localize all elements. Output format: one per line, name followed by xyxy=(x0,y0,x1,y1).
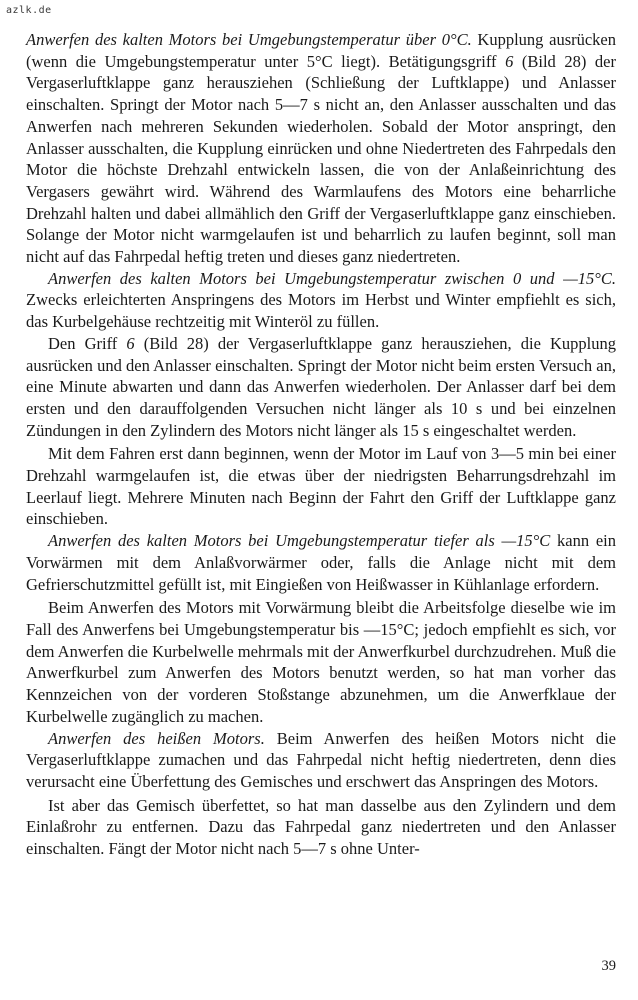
paragraph-below-minus15 xyxy=(26,530,616,595)
paragraph-text: Zwecks erleichterten Anspringens des Motors im Herbst und Winter empfiehlt es sich, das Kurbelgehäuse rechtzeitig mit Winteröl zu füllen. xyxy=(26,290,616,332)
paragraph-preheating xyxy=(26,597,616,727)
paragraph-text: kann ein Vorwärmen mit dem Anlaßvorwärmer oder, falls die Anlage nicht mit dem Gefrierschutzmittel gefüllt ist, mit Eingießen von Heißwasser in Kühlanlage erfordern. xyxy=(26,531,616,594)
paragraph-text: Ist aber das Gemisch überfettet, so hat man dasselbe aus den Zylindern und dem Einlaßrohr zu entfernen. Dazu das Fahrpedal ganz niedertreten und den Anlasser einschalten. Fängt der Motor nicht nach 5—7 s ohne Unter- xyxy=(26,795,616,859)
paragraph-text: Beim Anwerfen des Motors mit Vorwärmung bleibt die Arbeitsfolge dieselbe wie im Fall des Anwerfens bei Umgebungstemperatur bis —15°C; jedoch empfiehlt es sich, vor dem Anwerfen die Kurbelwelle mehrmals mit der Anwerfkurbel durchzudrehen. Muß die Anwerfkurbel zum Anwerfen des Motors benutzt werden, so hat man vorher das Kennzeichen von der vorderen Stoßstange abzunehmen, um die Anwerfklaue der Kurbelwelle zugänglich zu machen. xyxy=(26,598,616,726)
paragraph-between-zero-minus15 xyxy=(26,268,616,333)
paragraph-start-driving xyxy=(26,443,616,530)
paragraph-text: Den Griff xyxy=(48,333,127,353)
watermark-text: azlk.de xyxy=(6,5,52,16)
section-heading-above-zero: Anwerfen des kalten Motors bei Umgebungstemperatur über 0°C. xyxy=(26,30,472,49)
paragraph-text: Beim Anwerfen des heißen Motors nicht die Vergaserluftklappe zumachen und das Fahrpedal nicht heftig niedertreten, denn dies verursacht eine Überfettung des Gemisches und erschwert das Anspringen des Motors. xyxy=(26,728,616,791)
page-number: 39 xyxy=(601,958,616,974)
paragraph-grip-instructions xyxy=(26,333,616,442)
section-heading-below-minus15: Anwerfen des kalten Motors bei Umgebungstemperatur tiefer als —15°C xyxy=(48,531,551,551)
document-page-body xyxy=(26,29,616,860)
paragraph-text: (Bild 28) der Vergaserluftklappe ganz herausziehen (Schließung der Luftklappe) und Anlasser einschalten. Springt der Motor nach 5—7 s nicht an, den Anlasser ausschalten und das Anwerfen nach mehreren Sekunden wiederholen. Sobald der Motor anspringt, den Anlasser ausschalten, die Kupplung einrücken und ohne Niedertreten des Fahrpedals den Motor die höchste Drehzahl entwickeln lassen, die von der Anlaßeinrichtung des Vergasers gewährt wird. Während des Warmlaufens des Motors eine beharrliche Drehzahl halten und dabei allmählich den Griff der Vergaserluftklappe ganz einschieben. Solange der Motor nicht warmgelaufen ist und beharrlich zu laufen beginnt, soll man nicht auf das Fahrpedal heftig treten und dieses ganz niedertreten. xyxy=(26,51,616,267)
paragraph-text: Kupplung ausrücken (wenn die Umgebungstemperatur unter 5°C liegt). Betätigungsgriff xyxy=(26,30,617,71)
paragraph-text: Mit dem Fahren erst dann beginnen, wenn der Motor im Lauf von 3—5 min bei einer Drehzahl warmgelaufen ist, die etwas über der niedrigsten Beharrungsdrehzahl im Leerlauf liegt. Mehrere Minuten nach Beginn der Fahrt den Griff der Luftklappe ganz einschieben. xyxy=(26,444,616,529)
figure-ref-number: 6 xyxy=(505,51,514,71)
figure-ref-number: 6 xyxy=(126,333,135,353)
section-heading-hot-engine: Anwerfen des heißen Motors. xyxy=(48,728,265,748)
paragraph-warm-above-zero xyxy=(26,29,616,268)
paragraph-overrich-mixture xyxy=(26,795,616,860)
paragraph-text: (Bild 28) der Vergaserluftklappe ganz herausziehen, die Kupplung ausrücken und den Anlasser einschalten. Springt der Motor nicht beim ersten Versuch an, eine Minute abwarten und dann das Anwerfen wiederholen. Der Anlasser darf bei dem ersten und den darauffolgenden Versuchen nicht länger als 10 s und bei einzelnen Zündungen in den Zylindern des Motors nicht länger als 15 s eingeschaltet werden. xyxy=(26,333,616,440)
paragraph-hot-engine xyxy=(26,728,616,793)
section-heading-between-zero-minus15: Anwerfen des kalten Motors bei Umgebungstemperatur zwischen 0 und —15°C. xyxy=(48,268,616,288)
